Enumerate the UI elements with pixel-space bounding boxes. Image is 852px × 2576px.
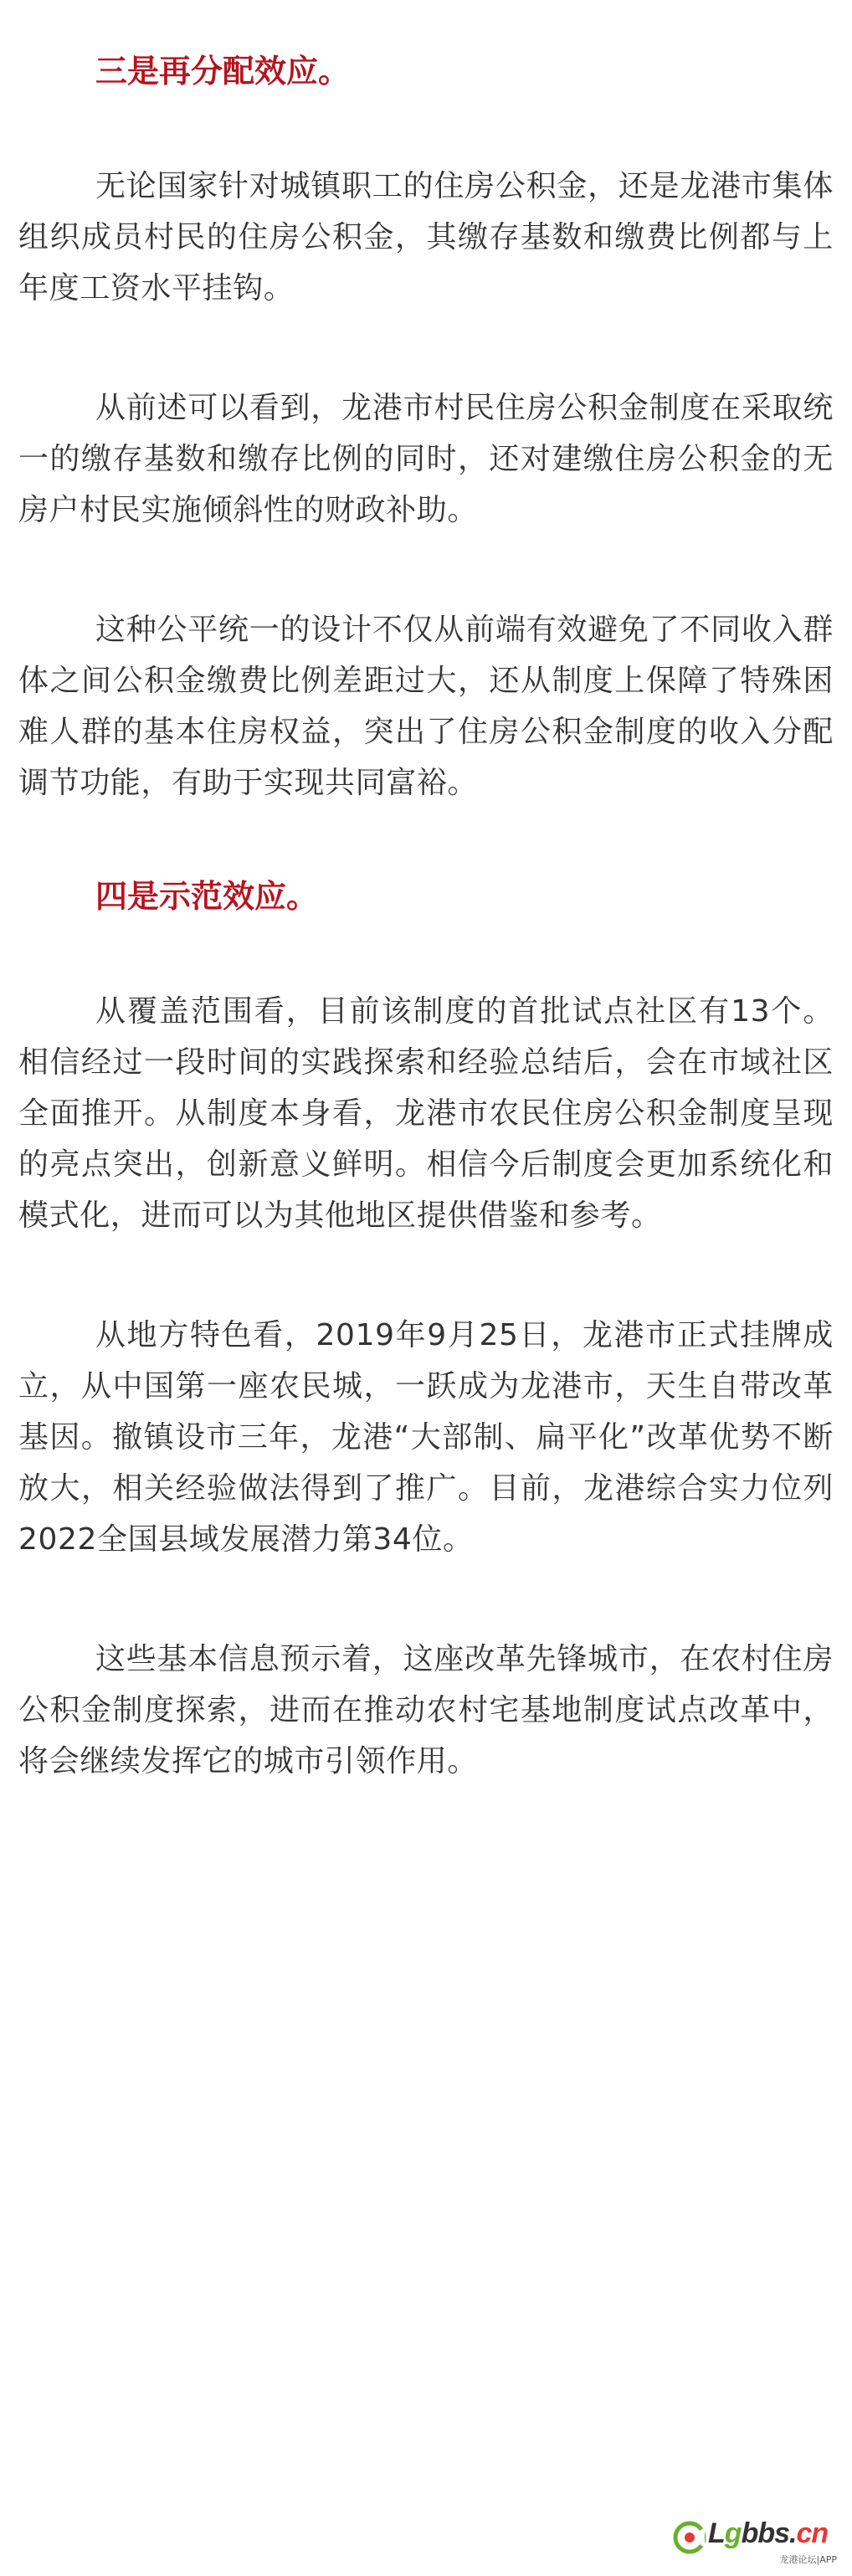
watermark-subtitle: 龙港论坛|APP <box>779 2554 837 2565</box>
lgbbs-watermark <box>673 2517 840 2564</box>
section-heading-demonstration: 四是示范效应。 <box>95 878 319 915</box>
paragraph: 无论国家针对城镇职工的住房公积金，还是龙港市集体组织成员村民的住房公积金，其缴存基数和缴费比例都与上年度工资水平挂钩。 <box>18 169 834 305</box>
lgbbs-logo-icon <box>673 2521 706 2554</box>
watermark-brand-bbs: bbs. <box>741 2517 797 2549</box>
watermark-brand-l: L <box>708 2517 725 2549</box>
paragraph: 从前述可以看到，龙港市村民住房公积金制度在采取统一的缴存基数和缴存比例的同时，还对建缴住房公积金的无房户村民实施倾斜性的财政补助。 <box>18 391 834 527</box>
watermark-brand-cn: cn <box>796 2517 829 2549</box>
watermark-brand <box>708 2517 828 2550</box>
paragraph: 从地方特色看，2019年9月25日，龙港市正式挂牌成立，从中国第一座农民城，一跃成为龙港市，天生自带改革基因。撤镇设市三年，龙港“大部制、扁平化”改革优势不断放大，相关经验做法得到了推广。目前，龙港综合实力位列2022全国县域发展潜力第34位。 <box>18 1318 834 1557</box>
watermark-brand-g: g <box>724 2517 742 2549</box>
paragraph: 这种公平统一的设计不仅从前端有效避免了不同收入群体之间公积金缴费比例差距过大，还从制度上保障了特殊困难人群的基本住房权益，突出了住房公积金制度的收入分配调节功能，有助于实现共同富裕。 <box>18 613 834 800</box>
paragraph: 从覆盖范围看，目前该制度的首批试点社区有13个。相信经过一段时间的实践探索和经验总结后，会在市域社区全面推开。从制度本身看，龙港市农民住房公积金制度呈现的亮点突出，创新意义鲜明。相信今后制度会更加系统化和模式化，进而可以为其他地区提供借鉴和参考。 <box>18 994 834 1233</box>
section-heading-redistribution: 三是再分配效应。 <box>95 53 351 90</box>
paragraph: 这些基本信息预示着，这座改革先锋城市，在农村住房公积金制度探索，进而在推动农村宅基地制度试点改革中，将会继续发挥它的城市引领作用。 <box>18 1642 834 1778</box>
